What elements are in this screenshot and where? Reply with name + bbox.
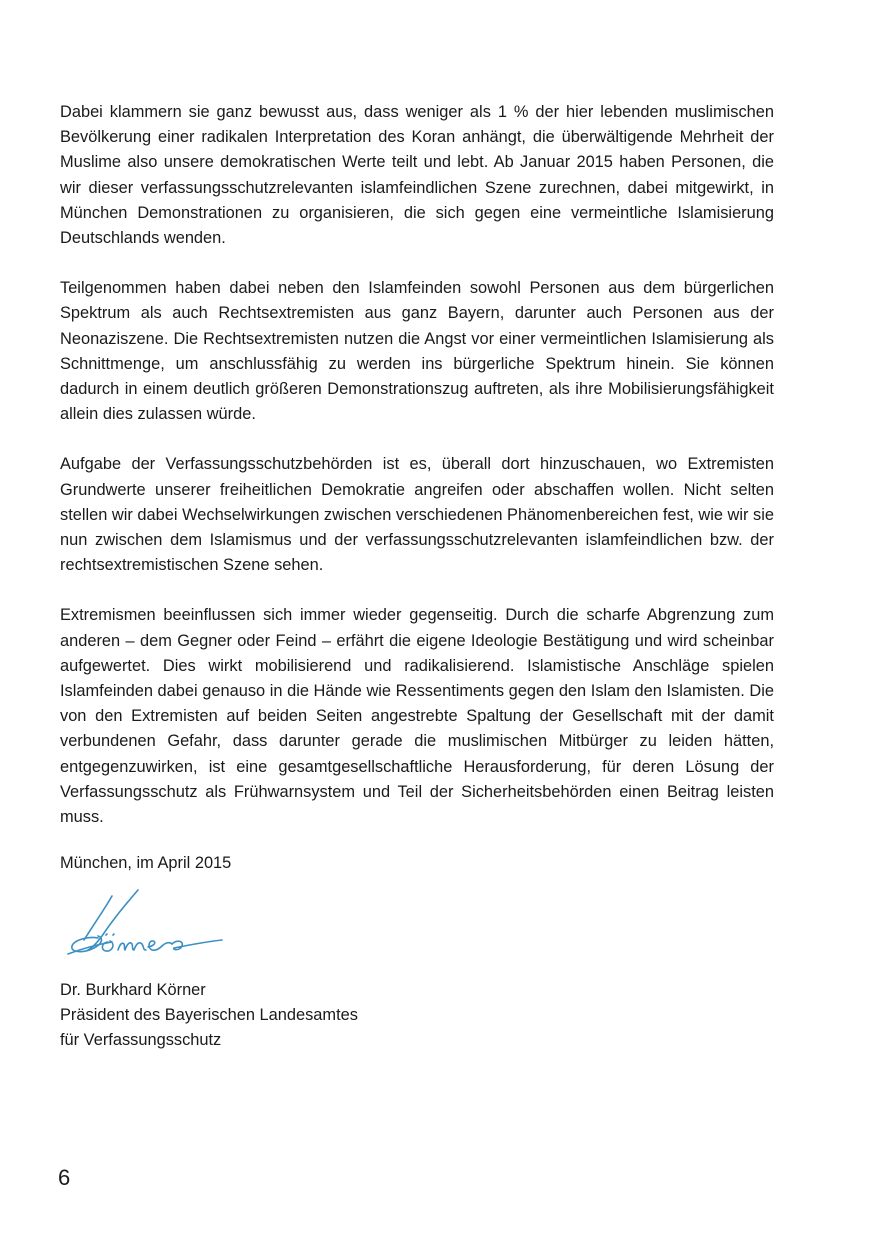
paragraph-2: Teilgenommen haben dabei neben den Islamfeinden sowohl Personen aus dem bürgerlichen Spektrum als auch Rechtsextremisten aus ganz Bayern, darunter auch Personen aus der Neonaziszene. Die Rechtsextremisten nutzen die Angst vor einer vermeintlichen Islamisierung als Schnittmenge, um anschlussfähig zu werden ins bürgerliche Spektrum hinein. Sie können dadurch in einem deutlich größeren Demonstrationszug auftreten, als ihre Mobilisierungsfähigkeit allein dies zulassen würde. bbox=[60, 279, 774, 424]
paragraph-4: Extremismen beeinflussen sich immer wieder gegenseitig. Durch die scharfe Abgrenzung zum anderen – dem Gegner oder Feind – erfährt die eigene Ideologie Bestätigung und wird scheinbar aufgewertet. Dies wirkt mobilisierend und radikalisierend. Islamistische Anschläge spielen Islamfeinden dabei genauso in die Hände wie Ressentiments gegen den Islam den Islamisten. Die von den Extremisten auf beiden Seiten angestrebte Spaltung der Gesellschaft mit der damit verbundenen Gefahr, dass darunter gerade die muslimischen Mitbürger zu leiden hätten, entgegenzuwirken, ist eine gesamtgesellschaftliche Herausforderung, für deren Lösung der Verfassungsschutz als Frühwarnsystem und Teil der Sicherheitsbehörden einen Beitrag leisten muss. bbox=[60, 606, 774, 827]
page-number: 6 bbox=[58, 1165, 71, 1190]
author-block bbox=[60, 978, 358, 1054]
paragraph-3: Aufgabe der Verfassungsschutzbehörden ist es, überall dort hinzuschauen, wo Extremisten Grundwerte unserer freiheitlichen Demokratie angreifen oder abschaffen wollen. Nicht selten stellen wir dabei Wechselwirkungen zwischen verschiedenen Phänomenbereichen fest, wie wir sie nun zwischen dem Islamismus und der verfassungsschutzrelevanten islamfeindlichen bzw. der rechtsextremistischen Szene sehen. bbox=[60, 455, 774, 575]
dateline: München, im April 2015 bbox=[60, 854, 232, 872]
letter-body bbox=[60, 100, 774, 830]
handwritten-signature bbox=[64, 888, 234, 964]
paragraph-1: Dabei klammern sie ganz bewusst aus, dass weniger als 1 % der hier lebenden muslimischen Bevölkerung einer radikalen Interpretation des Koran anhängt, die überwältigende Mehrheit der Muslime also unsere demokratischen Werte teilt und lebt. Ab Januar 2015 haben Personen, die wir dieser verfassungsschutzrelevanten islamfeindlichen Szene zurechnen, dabei mitgewirkt, in München Demonstrationen zu organisieren, die sich gegen eine vermeintliche Islamisierung Deutschlands wenden. bbox=[60, 103, 774, 248]
author-title-line-1: Präsident des Bayerischen Landesamtes bbox=[60, 1006, 358, 1025]
author-title-line-2: für Verfassungsschutz bbox=[60, 1031, 222, 1050]
author-name: Dr. Burkhard Körner bbox=[60, 981, 206, 999]
